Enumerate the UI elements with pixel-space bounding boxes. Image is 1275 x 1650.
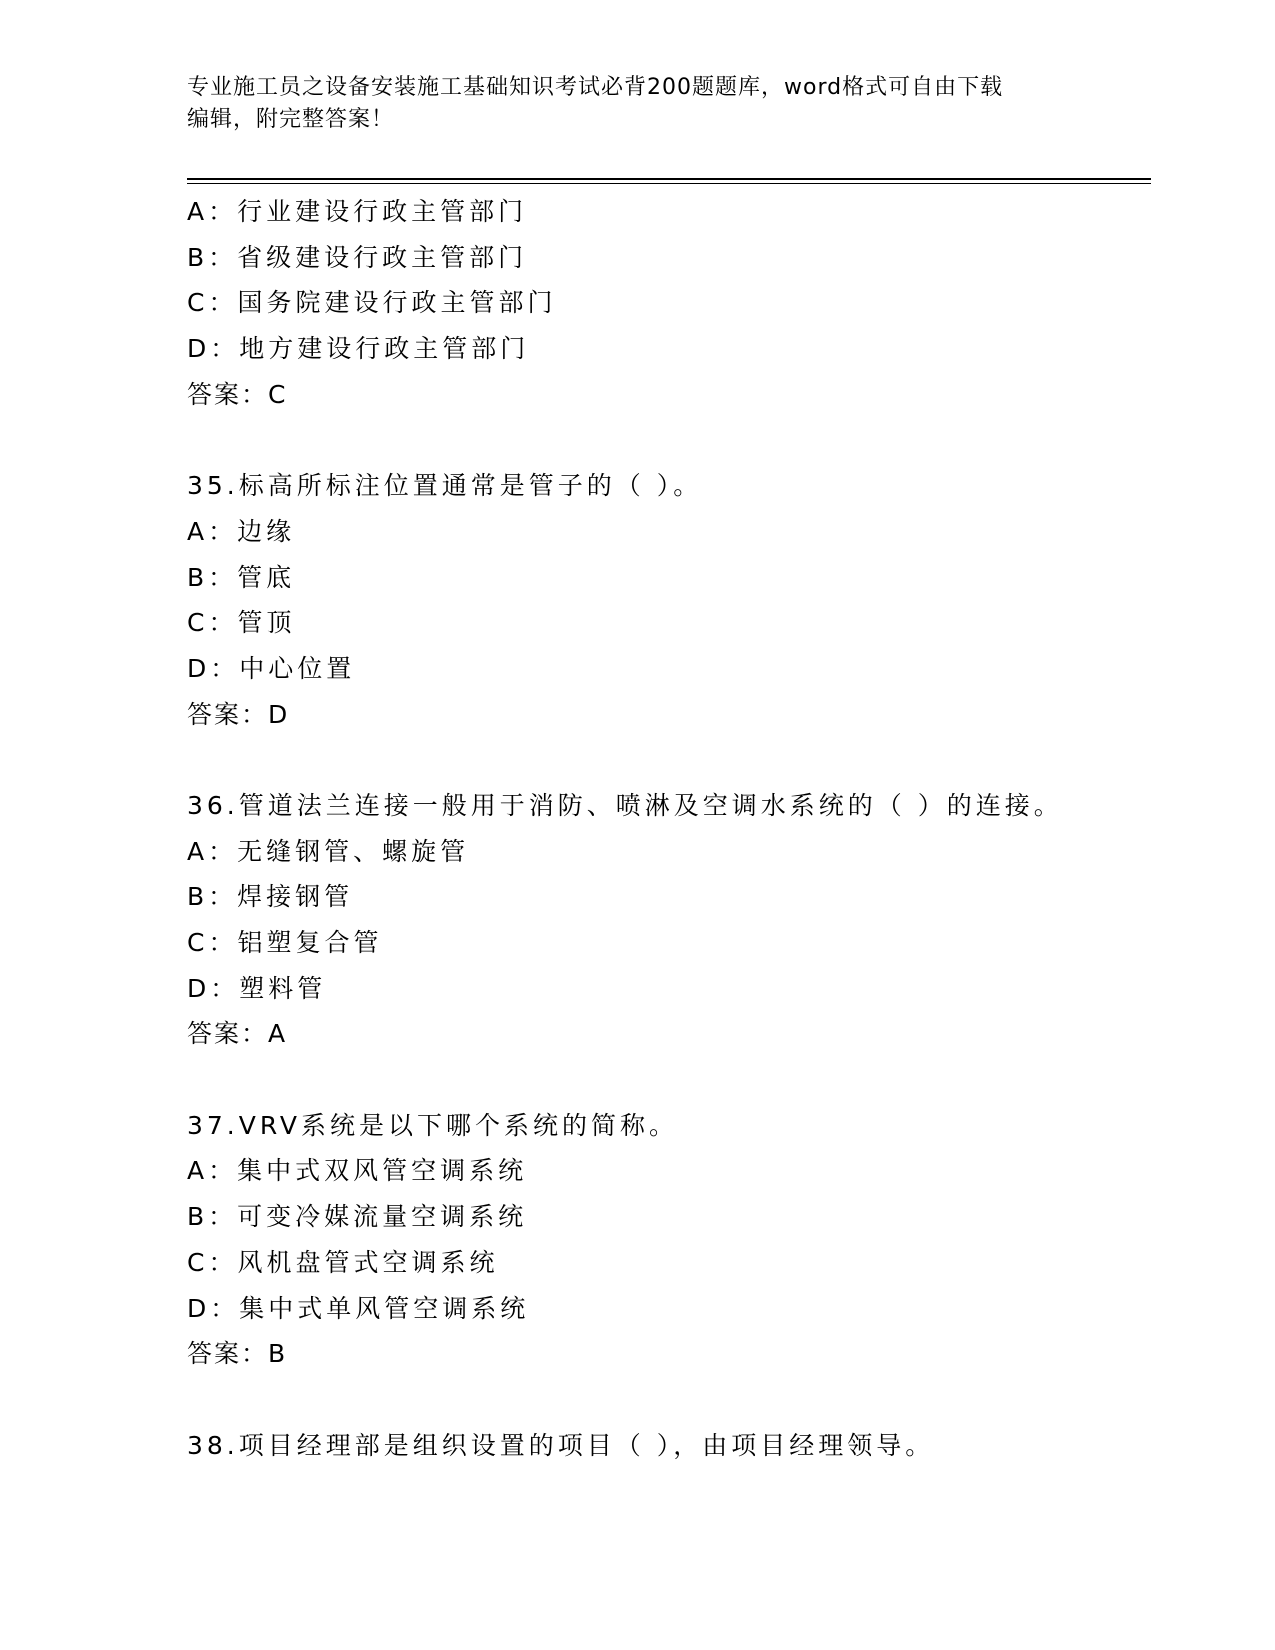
question-38-block bbox=[187, 1423, 1151, 1469]
option-c: C：铝塑复合管 bbox=[187, 928, 383, 957]
option-d: D：地方建设行政主管部门 bbox=[187, 334, 530, 364]
question-34-block bbox=[187, 189, 1151, 417]
option-c: C：管顶 bbox=[187, 608, 296, 638]
option-d: D：塑料管 bbox=[187, 973, 327, 1003]
question-text: 37.VRV系统是以下哪个系统的简称。 bbox=[187, 1110, 678, 1140]
spacer bbox=[187, 1057, 1151, 1103]
option-a: A：集中式双风管空调系统 bbox=[187, 1156, 528, 1186]
option-a: A：边缘 bbox=[187, 516, 296, 546]
option-b: B：可变冷媒流量空调系统 bbox=[187, 1202, 528, 1232]
option-b: B：焊接钢管 bbox=[187, 882, 354, 912]
question-list bbox=[187, 189, 1151, 1468]
document-header bbox=[187, 72, 1087, 136]
option-c: C：风机盘管式空调系统 bbox=[187, 1247, 499, 1277]
question-36-block bbox=[187, 783, 1151, 1057]
answer-line: 答案：B bbox=[187, 1339, 288, 1369]
question-37-block bbox=[187, 1103, 1151, 1377]
question-text: 38.项目经理部是组织设置的项目（ ），由项目经理领导。 bbox=[187, 1430, 935, 1460]
spacer bbox=[187, 417, 1151, 463]
option-b: B：管底 bbox=[187, 562, 296, 592]
spacer bbox=[187, 1377, 1151, 1423]
option-b: B：省级建设行政主管部门 bbox=[187, 242, 528, 272]
header-line-2: 编辑，附完整答案！ bbox=[187, 107, 395, 132]
answer-line: 答案：C bbox=[187, 379, 288, 409]
option-c: C：国务院建设行政主管部门 bbox=[187, 288, 557, 318]
answer-line: 答案：D bbox=[187, 699, 290, 729]
question-text: 35.标高所标注位置通常是管子的（ ）。 bbox=[187, 471, 703, 501]
question-text: 36.管道法兰连接一般用于消防、喷淋及空调水系统的（ ）的连接。 bbox=[187, 790, 1063, 820]
option-a: A：无缝钢管、螺旋管 bbox=[187, 836, 470, 866]
question-35-block bbox=[187, 463, 1151, 737]
header-rule-thick bbox=[187, 178, 1151, 180]
option-d: D：集中式单风管空调系统 bbox=[187, 1293, 530, 1323]
answer-line: 答案：A bbox=[187, 1019, 288, 1049]
spacer bbox=[187, 737, 1151, 783]
header-line-1: 专业施工员之设备安装施工基础知识考试必背200题题库，word格式可自由下载 bbox=[187, 75, 1004, 100]
option-d: D：中心位置 bbox=[187, 653, 356, 683]
header-rule-thin bbox=[187, 183, 1151, 184]
option-a: A：行业建设行政主管部门 bbox=[187, 197, 528, 226]
